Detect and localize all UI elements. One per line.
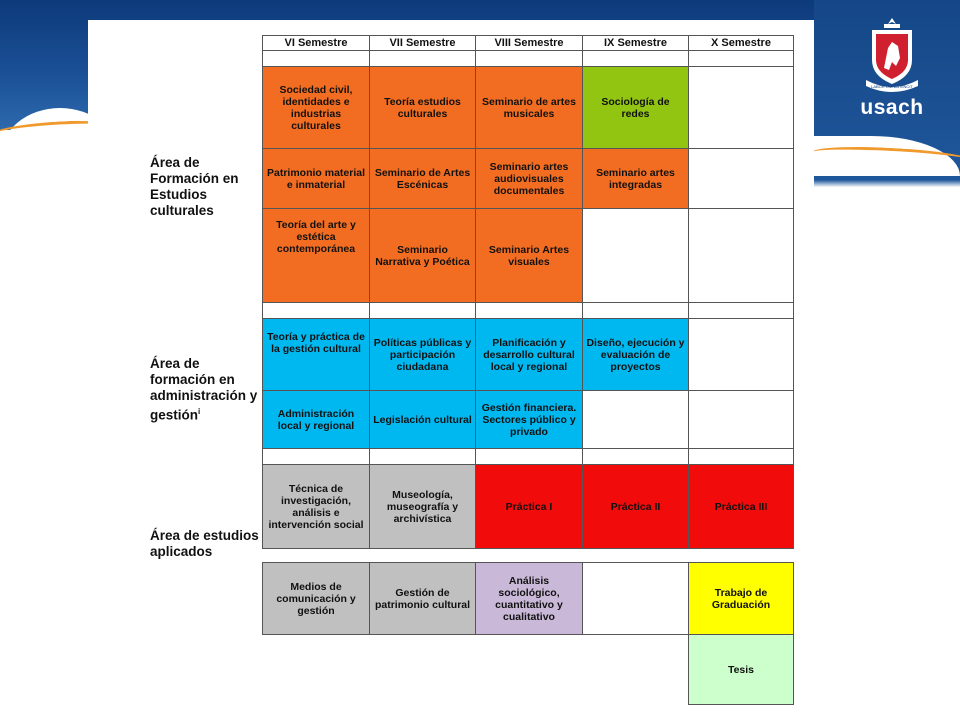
course-cell: Gestión de patrimonio cultural	[370, 563, 476, 635]
course-cell: Patrimonio material e inmaterial	[263, 149, 370, 209]
table-row	[263, 209, 794, 303]
table-row	[263, 635, 794, 705]
empty-cell	[689, 391, 794, 449]
empty-cell	[476, 635, 583, 705]
course-cell: Seminario artes integradas	[583, 149, 689, 209]
curriculum-table	[262, 35, 794, 705]
empty-cell	[583, 635, 689, 705]
course-cell: Diseño, ejecución y evaluación de proyectos	[583, 319, 689, 391]
semester-header: X Semestre	[689, 36, 794, 51]
course-cell: Trabajo de Graduación	[689, 563, 794, 635]
empty-cell	[583, 209, 689, 303]
spacer-row	[263, 303, 794, 319]
course-cell: Sociología de redes	[583, 67, 689, 149]
course-cell: Práctica II	[583, 465, 689, 549]
university-crest-icon	[862, 14, 922, 94]
course-cell: Museología, museografía y archivística	[370, 465, 476, 549]
course-cell: Análisis sociológico, cuantitativo y cualitativo	[476, 563, 583, 635]
course-cell: Legislación cultural	[370, 391, 476, 449]
empty-cell	[689, 149, 794, 209]
logo-motto: LABOR OMNIA VINCIT	[871, 84, 913, 89]
course-cell: Sociedad civil, identidades e industrias culturales	[263, 67, 370, 149]
course-cell: Teoría estudios culturales	[370, 67, 476, 149]
footnote-marker: i	[198, 407, 201, 416]
empty-cell	[583, 563, 689, 635]
course-cell: Seminario Narrativa y Poética	[370, 209, 476, 303]
table-row	[263, 563, 794, 635]
course-cell: Medios de comunicación y gestión	[263, 563, 370, 635]
semester-header: VI Semestre	[263, 36, 370, 51]
empty-cell	[689, 209, 794, 303]
area-label-gestion: Área de formación en administración y gestión$^i$	[150, 356, 258, 423]
course-cell: Políticas públicas y participación ciudadana	[370, 319, 476, 391]
course-cell: Gestión financiera. Sectores público y privado	[476, 391, 583, 449]
course-cell: Seminario de artes musicales	[476, 67, 583, 149]
gap-row	[263, 549, 794, 563]
header-row	[263, 36, 794, 51]
area-label-aplicados: Área de estudios aplicados	[150, 528, 259, 559]
table-row	[263, 391, 794, 449]
table-row	[263, 149, 794, 209]
course-cell: Teoría del arte y estética contemporánea	[263, 209, 370, 303]
table-row	[263, 465, 794, 549]
course-cell: Técnica de investigación, análisis e intervención social	[263, 465, 370, 549]
semester-header: IX Semestre	[583, 36, 689, 51]
course-cell: Planificación y desarrollo cultural local y regional	[476, 319, 583, 391]
university-logo	[852, 14, 932, 134]
empty-cell	[689, 319, 794, 391]
empty-cell	[370, 635, 476, 705]
course-cell: Tesis	[689, 635, 794, 705]
empty-cell	[263, 635, 370, 705]
spacer-row	[263, 51, 794, 67]
course-cell: Seminario artes audiovisuales documentales	[476, 149, 583, 209]
table-row	[263, 319, 794, 391]
logo-text: usach	[860, 96, 924, 119]
course-cell: Seminario Artes visuales	[476, 209, 583, 303]
course-cell: Práctica III	[689, 465, 794, 549]
semester-header: VII Semestre	[370, 36, 476, 51]
course-cell: Teoría y práctica de la gestión cultural	[263, 319, 370, 391]
course-cell: Práctica I	[476, 465, 583, 549]
spacer-row	[263, 449, 794, 465]
area-label-culturales: Área de Formación en Estudios culturales	[150, 155, 239, 218]
document-page	[88, 20, 814, 720]
course-cell: Seminario de Artes Escénicas	[370, 149, 476, 209]
table-row	[263, 67, 794, 149]
course-cell: Administración local y regional	[263, 391, 370, 449]
semester-header: VIII Semestre	[476, 36, 583, 51]
empty-cell	[583, 391, 689, 449]
empty-cell	[689, 67, 794, 149]
